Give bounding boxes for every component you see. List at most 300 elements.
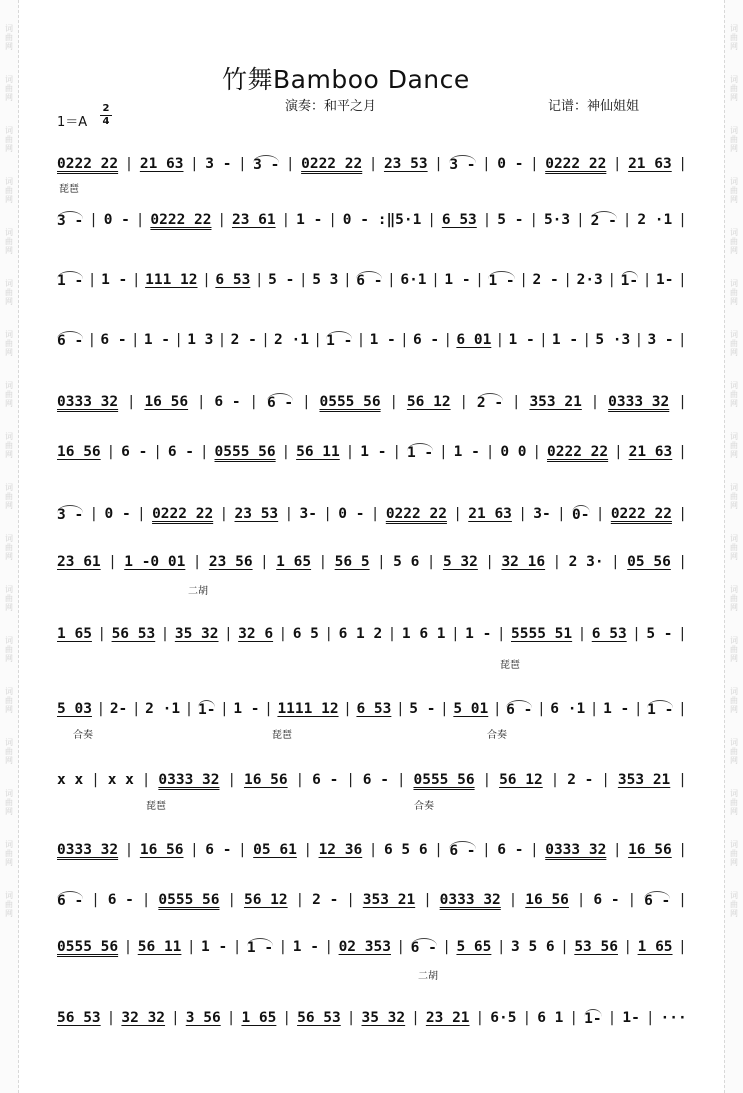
score-measure: 2 ·1: [274, 332, 309, 348]
barline: |: [260, 554, 269, 570]
score-measure: 32 32: [121, 1010, 166, 1026]
score-measure: 6 -: [205, 842, 232, 858]
watermark-text: 词 曲 网: [730, 687, 738, 714]
watermark-text: 词 曲 网: [730, 840, 738, 867]
score-measure: 1 -: [101, 272, 128, 288]
barline: |: [97, 626, 107, 642]
barline: |: [678, 892, 687, 908]
score-measure: 1 -: [57, 273, 84, 289]
barline: |: [632, 626, 641, 642]
score-line: [57, 208, 687, 232]
score-measure: 56 11: [137, 939, 182, 955]
score-measure: 2 -: [532, 272, 559, 288]
barline: |: [190, 842, 199, 858]
watermark-text: 词 曲 网: [5, 432, 13, 459]
barline: |: [295, 772, 305, 788]
barline: |: [226, 1010, 236, 1026]
barline: |: [346, 892, 355, 908]
score-measure: 1-: [197, 702, 216, 718]
barline: |: [443, 332, 453, 348]
score-measure: 2 ·1: [637, 212, 673, 228]
barline: |: [264, 701, 273, 717]
barline: |: [96, 701, 106, 717]
watermark-text: 词 曲 网: [730, 432, 738, 459]
watermark-text: 词 曲 网: [5, 126, 13, 153]
barline: |: [137, 506, 146, 522]
score-measure: 21 63: [628, 444, 673, 460]
score-measure: 1 65: [57, 626, 92, 642]
barline: |: [377, 554, 386, 570]
score-measure: 1 -: [201, 939, 228, 955]
score-measure: 3 5 6: [511, 939, 555, 955]
barline: |: [423, 892, 432, 908]
watermark-text: 词 曲 网: [5, 687, 13, 714]
score-line: [57, 390, 687, 414]
score-measure: 6 53: [215, 272, 251, 288]
score-measure: 16 56: [525, 892, 569, 908]
watermark-text: 词 曲 网: [730, 24, 738, 51]
score-measure: 5 -: [646, 626, 673, 642]
barline: |: [612, 842, 622, 858]
barline: |: [199, 444, 209, 460]
score-measure: 6 -: [107, 892, 134, 908]
score-measure: 6 53: [591, 626, 627, 642]
score-measure: 1 -: [246, 940, 274, 956]
barline: |: [174, 332, 183, 348]
score-measure: 23 61: [57, 554, 101, 570]
watermark-text: 词 曲 网: [5, 738, 13, 765]
barline: |: [153, 444, 162, 460]
watermark-text: 词 曲 网: [730, 585, 738, 612]
barline: |: [508, 892, 518, 908]
score-measure: 16 56: [139, 842, 184, 858]
barline: |: [678, 212, 687, 228]
score-measure: 6 -: [412, 332, 440, 348]
score-line: [57, 697, 687, 721]
barline: |: [450, 626, 460, 642]
score-measure: 1 -: [465, 626, 492, 642]
watermark-text: 词 曲 网: [5, 585, 13, 612]
score-measure: 0222 22: [547, 444, 609, 460]
score-measure: 0555 56: [158, 892, 220, 908]
score-measure: 1 -: [369, 332, 396, 348]
barline: |: [550, 772, 560, 788]
barline: |: [343, 701, 352, 717]
barline: |: [677, 939, 687, 955]
score-measure: 21 63: [468, 506, 512, 522]
barline: |: [356, 332, 366, 348]
score-measure: 3-: [299, 506, 317, 522]
barline: |: [223, 626, 233, 642]
score-line: [57, 550, 687, 574]
score-measure: 1-: [655, 272, 674, 288]
score-measure: 05 56: [627, 554, 671, 570]
barline: |: [196, 394, 206, 410]
watermark-text: 词 曲 网: [5, 330, 13, 357]
score-line: [57, 328, 687, 352]
barline: |: [459, 394, 469, 410]
barline: |: [453, 506, 462, 522]
barline: |: [607, 272, 617, 288]
score-measure: 6 -: [312, 772, 339, 788]
barline: |: [590, 394, 600, 410]
barline: |: [106, 444, 116, 460]
score-measure: 12 36: [318, 842, 363, 858]
score-measure: 0 -: [497, 156, 524, 172]
instrument-label: 琵琶: [146, 801, 166, 812]
score-measure: 5 3: [312, 272, 339, 288]
instrument-label: 二胡: [418, 971, 438, 982]
watermark-text: 词 曲 网: [5, 279, 13, 306]
barline: |: [496, 939, 506, 955]
score-line: [57, 502, 687, 526]
watermark-text: 词 曲 网: [5, 534, 13, 561]
barline: |: [217, 332, 227, 348]
score-measure: 6 -: [644, 893, 671, 909]
barline: |: [249, 394, 259, 410]
score-measure: 1 -: [453, 444, 480, 460]
score-line: [57, 152, 687, 176]
score-measure: 5 03: [57, 701, 92, 717]
score-measure: 56 12: [406, 394, 451, 410]
barline: |: [303, 842, 313, 858]
barline: |: [131, 272, 141, 288]
score-measure: 0 0: [500, 444, 527, 460]
score-measure: 0555 56: [214, 444, 276, 460]
score-measure: 6 -: [449, 843, 476, 859]
barline: |: [519, 272, 528, 288]
barline: |: [439, 444, 448, 460]
barline: |: [627, 892, 637, 908]
barline: |: [123, 939, 133, 955]
barline: |: [91, 772, 100, 788]
score-measure: x x: [57, 772, 84, 788]
watermark-text: 词 曲 网: [730, 279, 738, 306]
watermark-text: 词 曲 网: [730, 738, 738, 765]
score-measure: 56 11: [296, 444, 340, 460]
score-measure: 5 -: [409, 701, 436, 717]
score-measure: 353 21: [362, 892, 416, 908]
barline: |: [482, 772, 492, 788]
watermark-text: 词 曲 网: [5, 891, 13, 918]
score-measure: 0222 22: [385, 506, 447, 522]
barline: |: [475, 272, 484, 288]
barline: |: [482, 842, 491, 858]
barline: |: [442, 939, 451, 955]
barline: |: [396, 939, 406, 955]
score-measure: 0333 32: [158, 772, 220, 788]
barline: |: [91, 892, 100, 908]
barline: |: [387, 626, 397, 642]
watermark-text: 词 曲 网: [5, 381, 13, 408]
score-measure: 5 ·3: [595, 332, 631, 348]
barline: |: [678, 272, 687, 288]
score-measure: 5·3: [543, 212, 571, 228]
score-measure: 56 5: [334, 554, 370, 570]
barline: |: [130, 332, 140, 348]
score-measure: 0333 32: [57, 394, 119, 410]
score-measure: 6 53: [356, 701, 392, 717]
barline: |: [485, 444, 495, 460]
score-measure: 02 353: [338, 939, 391, 955]
score-measure: 353 21: [529, 394, 582, 410]
barline: |: [678, 842, 687, 858]
score-measure: 56 53: [111, 626, 156, 642]
score-measure: 1-: [620, 273, 639, 289]
barline: |: [440, 701, 449, 717]
score-measure: 3-: [533, 506, 551, 522]
score-measure: 56 12: [243, 892, 288, 908]
watermark-text: 词 曲 网: [5, 24, 13, 51]
score-measure: 16 56: [144, 394, 189, 410]
score-measure: 21 63: [628, 156, 672, 172]
score-measure: 1 -: [444, 272, 471, 288]
barline: |: [324, 626, 334, 642]
score-line: [57, 268, 687, 292]
barline: |: [396, 772, 406, 788]
score-measure: 1 65: [241, 1010, 277, 1026]
barline: |: [298, 272, 308, 288]
page-title: 竹舞Bamboo Dance: [222, 65, 470, 94]
barline: |: [368, 842, 378, 858]
barline: |: [678, 772, 687, 788]
score-measure: 6 1: [537, 1010, 564, 1026]
barline: |: [485, 554, 495, 570]
barline: |: [278, 626, 288, 642]
score-measure: 1 -: [143, 332, 171, 348]
barline: |: [392, 444, 402, 460]
barline: |: [475, 1010, 485, 1026]
score-measure: 6 5 6: [383, 842, 428, 858]
barline: |: [400, 332, 409, 348]
barline: |: [613, 444, 623, 460]
score-measure: 6 -: [167, 444, 195, 460]
score-measure: ···: [660, 1010, 687, 1026]
score-measure: 1 -: [647, 702, 674, 718]
score-measure: 2-: [109, 701, 128, 717]
barline: |: [261, 332, 270, 348]
barline: |: [601, 772, 611, 788]
score-measure: 16 56: [57, 444, 101, 460]
score-measure: 23 21: [425, 1010, 470, 1026]
score-measure: 3 -: [647, 332, 674, 348]
barline: |: [87, 272, 97, 288]
score-measure: 0222 22: [150, 212, 212, 228]
barline: |: [346, 772, 355, 788]
barline: |: [89, 506, 99, 522]
barline: |: [318, 554, 328, 570]
watermark-text: 词 曲 网: [730, 126, 738, 153]
score-measure: 3 -: [57, 213, 84, 229]
watermark-text: 词 曲 网: [5, 636, 13, 663]
barline: |: [529, 842, 539, 858]
barline: |: [642, 272, 652, 288]
barline: |: [328, 212, 337, 228]
barline: |: [645, 1010, 655, 1026]
watermark-text: 词 曲 网: [5, 75, 13, 102]
barline: |: [552, 554, 562, 570]
score-measure: 23 61: [231, 212, 276, 228]
barline: |: [634, 332, 644, 348]
barline: |: [126, 394, 136, 410]
barline: |: [285, 156, 295, 172]
barline: |: [532, 444, 542, 460]
watermark-text: 词 曲 网: [730, 177, 738, 204]
watermark-text: 词 曲 网: [730, 891, 738, 918]
barline: |: [492, 701, 502, 717]
barline: |: [232, 939, 242, 955]
barline: |: [278, 939, 288, 955]
watermark-text: 词 曲 网: [730, 330, 738, 357]
score-measure: 6 -: [506, 702, 533, 718]
score-measure: 6 1 2: [338, 626, 383, 642]
score-measure: 23 56: [208, 554, 253, 570]
barline: |: [190, 156, 199, 172]
score-measure: 5 65: [456, 939, 492, 955]
barline: |: [595, 506, 605, 522]
time-signature: [100, 104, 112, 127]
barline: |: [589, 701, 599, 717]
barline: |: [677, 701, 687, 717]
score-measure: 6 -: [100, 332, 127, 348]
barline: |: [186, 939, 196, 955]
score-measure: 1 -: [551, 332, 579, 348]
barline: |: [622, 212, 632, 228]
score-measure: 0-: [572, 507, 590, 523]
barline: |: [426, 554, 436, 570]
score-measure: 6 -: [121, 444, 148, 460]
barline: |: [576, 892, 586, 908]
score-measure: 05 61: [253, 842, 297, 858]
score-measure: 0 -: [104, 506, 131, 522]
score-measure: 6 53: [441, 212, 477, 228]
score-measure: 32 16: [501, 554, 546, 570]
barline: |: [301, 394, 311, 410]
barline: |: [395, 701, 405, 717]
barline: |: [295, 892, 305, 908]
score-measure: 21 63: [139, 156, 184, 172]
instrument-label: 合奏: [73, 730, 93, 741]
barline: |: [623, 939, 633, 955]
score-measure: 56 53: [57, 1010, 101, 1026]
score-measure: 0 - :‖5·1: [342, 212, 422, 228]
barline: |: [495, 332, 505, 348]
score-measure: 1 65: [276, 554, 312, 570]
barline: |: [607, 1010, 617, 1026]
barline: |: [124, 156, 134, 172]
score-measure: 1 -: [360, 444, 387, 460]
score-measure: 32 6: [238, 626, 274, 642]
score-measure: 35 32: [361, 1010, 406, 1026]
barline: |: [254, 272, 264, 288]
barline: |: [345, 444, 355, 460]
score-line: [57, 888, 687, 912]
barline: |: [678, 444, 687, 460]
score-measure: 0333 32: [545, 842, 607, 858]
barline: |: [108, 554, 117, 570]
score-measure: 1 65: [637, 939, 673, 955]
score-measure: 0222 22: [57, 156, 119, 172]
score-measure: 16 56: [243, 772, 288, 788]
score-measure: 6 -: [214, 394, 241, 410]
barline: |: [324, 939, 334, 955]
score-measure: 5 01: [453, 701, 489, 717]
score-measure: 53 56: [574, 939, 618, 955]
barline: |: [389, 394, 399, 410]
score-measure: 5 -: [268, 272, 295, 288]
score-measure: 0222 22: [545, 156, 607, 172]
score-measure: 6·5: [490, 1010, 517, 1026]
barline: |: [678, 554, 687, 570]
score-measure: 2 ·1: [145, 701, 181, 717]
barline: |: [529, 156, 539, 172]
barline: |: [569, 1010, 579, 1026]
time-signature-top: 2: [102, 103, 110, 114]
watermark-text: 词 曲 网: [730, 228, 738, 255]
watermark-text: 词 曲 网: [730, 75, 738, 102]
barline: |: [131, 701, 141, 717]
barline: |: [538, 332, 548, 348]
score-measure: 0222 22: [152, 506, 214, 522]
barline: |: [633, 701, 643, 717]
score-measure: 0555 56: [319, 394, 381, 410]
barline: |: [217, 212, 227, 228]
barline: |: [281, 212, 291, 228]
barline: |: [313, 332, 322, 348]
barline: |: [678, 394, 687, 410]
score-measure: 1 -: [603, 701, 630, 717]
barline: |: [370, 506, 380, 522]
score-measure: 23 53: [234, 506, 279, 522]
score-measure: 1 -: [326, 333, 353, 349]
instrument-label: 琵琶: [272, 730, 292, 741]
score-measure: 0333 32: [608, 394, 670, 410]
score-measure: 2 -: [476, 395, 504, 411]
score-measure: 0555 56: [413, 772, 475, 788]
score-measure: 2 -: [230, 332, 257, 348]
barline: |: [281, 444, 291, 460]
score-measure: 1 6 1: [401, 626, 446, 642]
score-measure: 0 -: [338, 506, 365, 522]
score-measure: 1-: [584, 1011, 602, 1027]
score-measure: 6 5: [292, 626, 319, 642]
barline: |: [563, 272, 573, 288]
barline: |: [202, 272, 211, 288]
barline: |: [284, 506, 294, 522]
barline: |: [87, 332, 97, 348]
score-measure: 5555 51: [511, 626, 573, 642]
barline: |: [323, 506, 332, 522]
barline: |: [106, 1010, 116, 1026]
score-measure: 1111 12: [277, 701, 339, 717]
instrument-label: 合奏: [414, 801, 434, 812]
score-measure: 16 56: [628, 842, 672, 858]
instrument-label: 二胡: [188, 586, 208, 597]
barline: |: [342, 272, 352, 288]
score-measure: 5 6: [393, 554, 420, 570]
barline: |: [678, 156, 687, 172]
barline: |: [387, 272, 396, 288]
barline: |: [518, 506, 527, 522]
barline: |: [677, 626, 687, 642]
barline: |: [237, 156, 247, 172]
score-measure: 1 -: [508, 332, 535, 348]
barline: |: [411, 1010, 420, 1026]
score-measure: 6 -: [356, 273, 383, 289]
barline: |: [346, 1010, 356, 1026]
barline: |: [511, 394, 521, 410]
barline: |: [576, 212, 585, 228]
